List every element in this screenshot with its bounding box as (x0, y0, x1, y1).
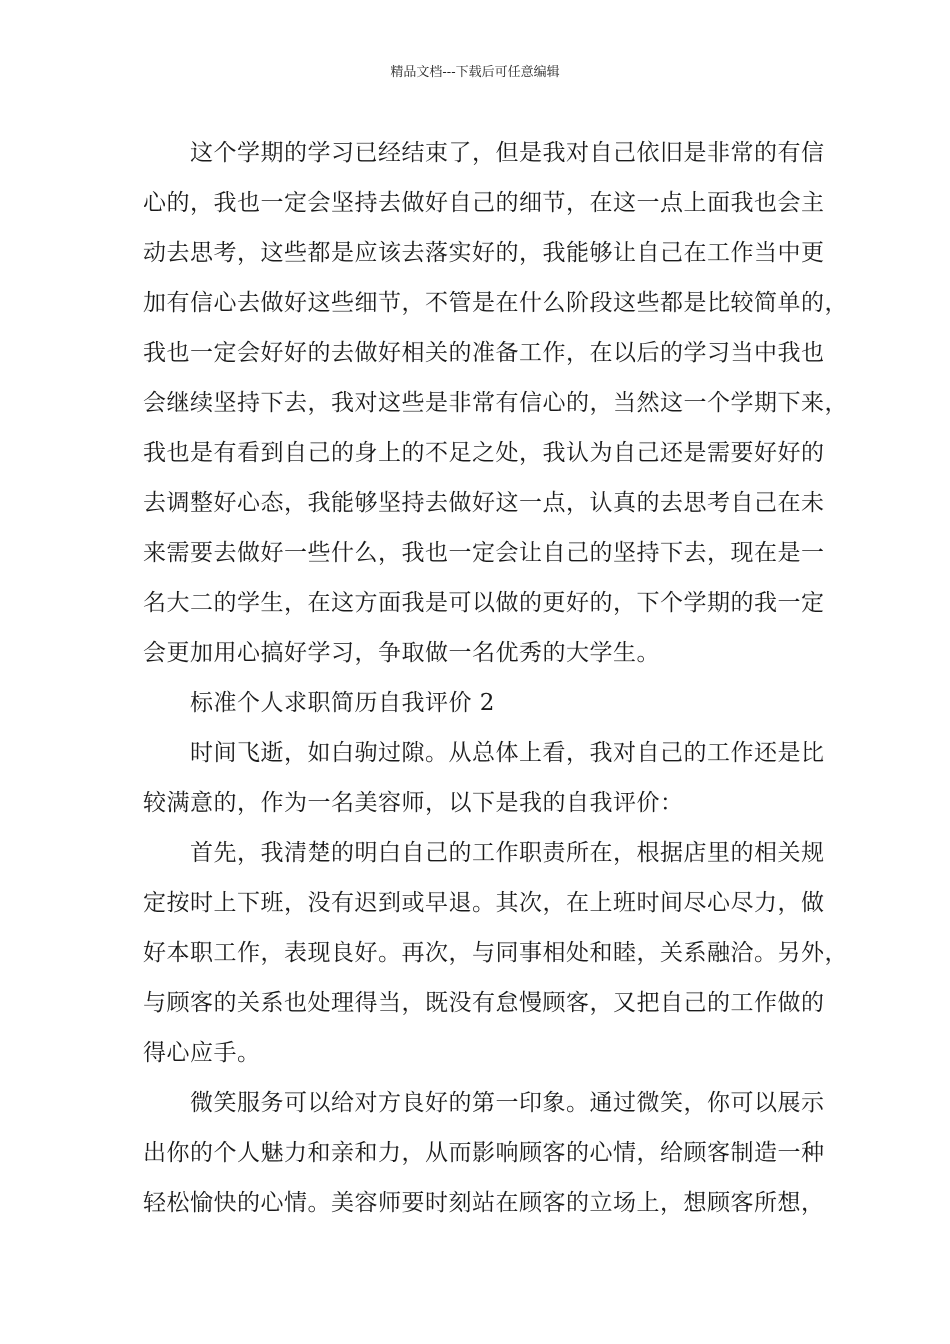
text-line: 我也是有看到自己的身上的不足之处，我认为自己还是需要好好的 (143, 440, 825, 466)
text-line: 得心应手。 (143, 1040, 261, 1066)
text-line: 出你的个人魅力和亲和力，从而影响顾客的心情，给顾客制造一种 (143, 1140, 825, 1166)
text-line: 这个学期的学习已经结束了，但是我对自己依旧是非常的有信 (190, 140, 825, 166)
text-line: 时间飞逝，如白驹过隙。从总体上看，我对自己的工作还是比 (190, 740, 825, 766)
text-line: 轻松愉快的心情。美容师要时刻站在顾客的立场上，想顾客所想， (143, 1190, 825, 1216)
text-line: 加有信心去做好这些细节，不管是在什么阶段这些都是比较简单的， (143, 290, 848, 316)
text-line: 动去思考，这些都是应该去落实好的，我能够让自己在工作当中更 (143, 240, 825, 266)
text-line: 微笑服务可以给对方良好的第一印象。通过微笑，你可以展示 (190, 1090, 825, 1116)
document-body (143, 128, 848, 1228)
page-header: 精品文档---下载后可任意编辑 (390, 65, 560, 80)
text-line: 首先，我清楚的明白自己的工作职责所在，根据店里的相关规 (190, 840, 825, 866)
text-line: 名大二的学生，在这方面我是可以做的更好的，下个学期的我一定 (143, 590, 825, 616)
text-line: 定按时上下班，没有迟到或早退。其次，在上班时间尽心尽力，做 (143, 890, 825, 916)
text-line: 我也一定会好好的去做好相关的准备工作，在以后的学习当中我也 (143, 340, 825, 366)
section-heading: 标准个人求职简历自我评价 2 (190, 690, 495, 716)
text-line: 好本职工作，表现良好。再次，与同事相处和睦，关系融洽。另外， (143, 940, 848, 966)
text-line: 会更加用心搞好学习，争取做一名优秀的大学生。 (143, 640, 660, 666)
text-line: 与顾客的关系也处理得当，既没有怠慢顾客，又把自己的工作做的 (143, 990, 825, 1016)
text-line: 心的，我也一定会坚持去做好自己的细节，在这一点上面我也会主 (143, 190, 825, 216)
text-line: 去调整好心态，我能够坚持去做好这一点，认真的去思考自己在未 (143, 490, 825, 516)
text-line: 会继续坚持下去，我对这些是非常有信心的，当然这一个学期下来， (143, 390, 848, 416)
text-line: 较满意的，作为一名美容师，以下是我的自我评价： (143, 790, 684, 816)
text-line: 来需要去做好一些什么，我也一定会让自己的坚持下去，现在是一 (143, 540, 825, 566)
